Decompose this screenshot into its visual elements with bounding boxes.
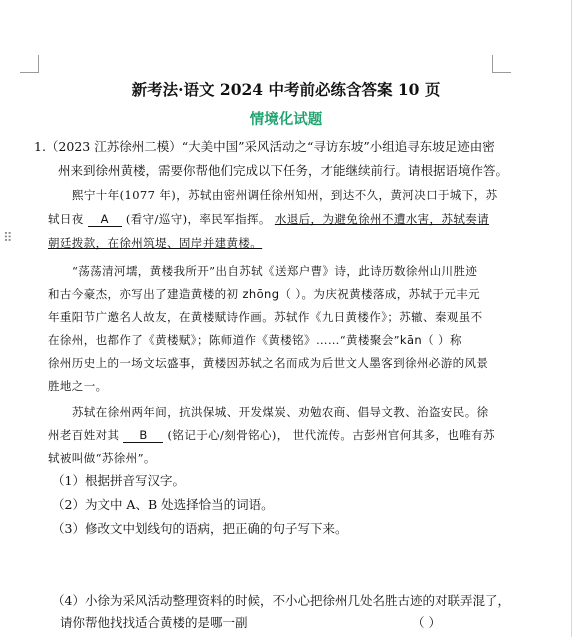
task-2: （2）为文中 A、B 处选择恰当的词语。 (52, 497, 274, 512)
answer-paren-task-4[interactable]: （ ） (412, 615, 441, 630)
answer-paren-2[interactable]: （ ）称 (422, 333, 462, 347)
passage-p3-line-3: 轼被叫做“苏徐州”。 (48, 451, 156, 465)
passage-p2-line-1: “荡荡清河壖，黄楼我所开”出自苏轼《送郑户曹》诗，此诗历数徐州山川胜迹 (72, 264, 478, 278)
pinyin-kan: kān (399, 333, 423, 347)
passage-p2-line-2 (48, 285, 480, 303)
section-subtitle: 情境化试题 (249, 111, 323, 128)
passage-text: 在徐州，也都作了《黄楼赋》；陈师道作《黄楼铭》……“黄楼聚会” (48, 333, 400, 347)
crop-mark-top-left-h (20, 72, 39, 73)
passage-text: (看守/巡守)，率民军指挥。 (125, 212, 271, 226)
crop-mark-top-right-v (492, 55, 493, 73)
passage-text: 和古今豪杰，亦写出了建造黄楼的初 (48, 287, 243, 301)
passage-text: 轼日夜 (48, 212, 84, 226)
passage-p3-line-2 (48, 426, 495, 444)
crop-mark-top-left-v (38, 55, 39, 73)
drag-handle-icon[interactable]: ⠿ (3, 231, 12, 246)
passage-text: 州老百姓对其 (48, 428, 120, 442)
task-3: （3）修改文中划线句的语病，把正确的句子写下来。 (52, 521, 348, 536)
passage-p2-line-3: 年重阳节广邀名人故友，在黄楼赋诗作画。苏轼作《九日黄楼作》；苏辙、秦观虽不 (48, 310, 483, 324)
passage-p2-line-5: 徐州历史上的一场文坛盛事，黄楼因苏轼之名而成为后世文人墨客到徐州必游的风景 (48, 356, 489, 370)
passage-p2-line-4 (48, 331, 462, 349)
blank-a[interactable]: A (88, 212, 122, 227)
passage-p3-line-1: 苏轼在徐州两年间，抗洪保城、开发煤炭、劝勉农商、倡导文教、治盗安民。徐 (72, 405, 489, 419)
task-4-line-2: 请你帮他找找适合黄楼的是哪一副 (60, 615, 248, 630)
question-1-line-1: 1.（2023 江苏徐州二模）“大美中国”采风活动之“寻访东坡”小组追寻东坡足迹由密 (34, 139, 495, 154)
passage-p1-line-1: 熙宁十年(1077 年)，苏轼由密州调任徐州知州，到达不久，黄河决口于城下，苏 (72, 188, 498, 202)
underlined-sentence: 水退后，为避免徐州不遭水害，苏轼奏请 (274, 212, 490, 226)
task-4-line-1: （4）小徐为采风活动整理资料的时候，不小心把徐州几处名胜古迹的对联弄混了， (52, 593, 510, 608)
blank-b[interactable]: B (123, 428, 163, 443)
crop-mark-top-right-h (492, 72, 511, 73)
passage-p1-line-2 (48, 210, 489, 228)
question-1-line-2: 州来到徐州黄楼，需要你帮他们完成以下任务，才能继续前行。请根据语境作答。 (58, 163, 509, 178)
task-1: （1）根据拼音写汉字。 (52, 473, 185, 488)
answer-paren-1[interactable]: （ ）。为庆祝黄楼落成，苏轼于元丰元 (279, 287, 481, 301)
passage-text: (铭记于心/刻骨铭心)， 世代流传。古彭州官何其多，也唯有苏 (167, 428, 496, 442)
page-title: 新考法·语文 2024 中考前必练含答案 10 页 (131, 80, 441, 99)
passage-p2-line-6: 胜地之一。 (48, 379, 108, 393)
underlined-sentence-cont: 朝廷拨款，在徐州筑堤、固岸并建黄楼。 (48, 236, 263, 250)
pinyin-zhong: zhōng (242, 287, 280, 301)
